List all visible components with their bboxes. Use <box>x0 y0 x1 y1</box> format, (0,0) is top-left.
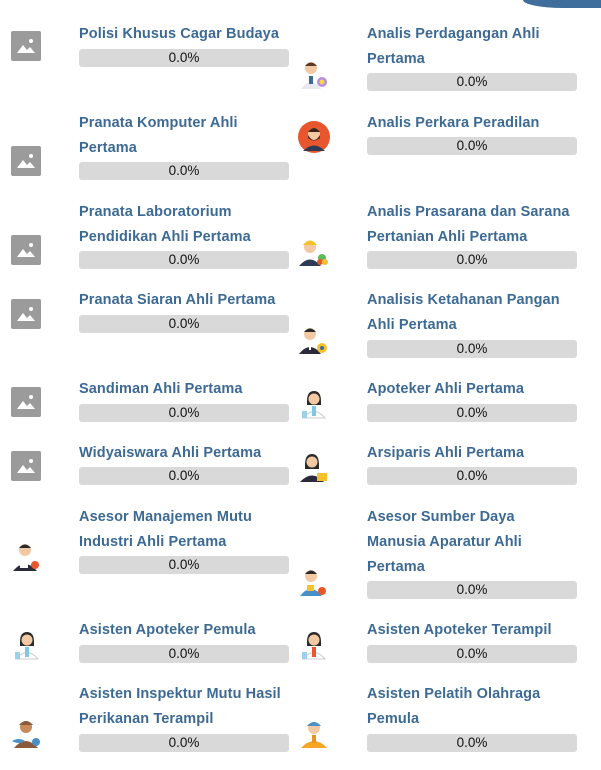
woman-doctor-icon <box>298 387 330 419</box>
course-title[interactable]: Polisi Khusus Cagar Budaya <box>79 26 280 42</box>
image-placeholder-icon <box>11 146 41 176</box>
course-title[interactable]: Sandiman Ahli Pertama <box>79 381 243 397</box>
course-title[interactable]: Asesor Manajemen Mutu Industri Ahli Pertama <box>79 509 252 550</box>
fisherman-icon <box>11 717 43 749</box>
bearded-man-icon <box>298 121 330 153</box>
course-title[interactable]: Asisten Inspektur Mutu Hasil Perikanan Terampil <box>79 686 281 727</box>
course-title[interactable]: Apoteker Ahli Pertama <box>367 381 525 397</box>
progress-bar: 0.0% <box>79 162 289 180</box>
course-title[interactable]: Asisten Apoteker Pemula <box>79 622 256 638</box>
man-worker-icon <box>297 565 329 597</box>
progress-bar: 0.0% <box>79 49 289 67</box>
course-title[interactable]: Asisten Apoteker Terampil <box>367 622 552 638</box>
progress-bar: 0.0% <box>367 404 577 422</box>
course-title[interactable]: Analis Perkara Peradilan <box>367 115 540 131</box>
image-placeholder-icon <box>11 451 41 481</box>
progress-bar: 0.0% <box>367 645 577 663</box>
course-title[interactable]: Widyaiswara Ahli Pertama <box>79 445 262 461</box>
course-title[interactable]: Asisten Pelatih Olahraga Pemula <box>367 686 541 727</box>
progress-bar: 0.0% <box>79 556 289 574</box>
header-accent-shape <box>523 0 601 8</box>
course-title[interactable]: Asesor Sumber Daya Manusia Aparatur Ahli Pertama <box>367 509 522 575</box>
course-title[interactable]: Analis Perdagangan Ahli Pertama <box>367 26 540 67</box>
woman-pharmacist-icon <box>298 628 330 660</box>
progress-bar: 0.0% <box>367 137 577 155</box>
progress-bar: 0.0% <box>79 251 289 269</box>
woman-archivist-icon <box>297 451 329 483</box>
progress-bar: 0.0% <box>79 404 289 422</box>
progress-bar: 0.0% <box>367 251 577 269</box>
progress-bar: 0.0% <box>367 581 577 599</box>
image-placeholder-icon <box>11 299 41 329</box>
progress-bar: 0.0% <box>367 73 577 91</box>
image-placeholder-icon <box>11 31 41 61</box>
progress-bar: 0.0% <box>367 734 577 752</box>
coach-icon <box>298 717 330 749</box>
progress-bar: 0.0% <box>79 645 289 663</box>
course-title[interactable]: Pranata Laboratorium Pendidikan Ahli Pertama <box>79 204 251 245</box>
course-title[interactable]: Pranata Siaran Ahli Pertama <box>79 292 276 308</box>
progress-bar: 0.0% <box>367 340 577 358</box>
woman-pharmacist-icon <box>11 628 43 660</box>
course-title[interactable]: Analisis Ketahanan Pangan Ahli Pertama <box>367 292 560 333</box>
image-placeholder-icon <box>11 235 41 265</box>
businessman-icon <box>297 323 329 355</box>
progress-bar: 0.0% <box>79 315 289 333</box>
course-title[interactable]: Analis Prasarana dan Sarana Pertanian Ahli Pertama <box>367 204 570 245</box>
progress-bar: 0.0% <box>367 467 577 485</box>
man-chemist-icon <box>297 58 329 90</box>
man-assessor-icon <box>11 540 41 572</box>
course-title[interactable]: Arsiparis Ahli Pertama <box>367 445 525 461</box>
progress-bar: 0.0% <box>79 467 289 485</box>
progress-bar: 0.0% <box>79 734 289 752</box>
image-placeholder-icon <box>11 387 41 417</box>
construction-worker-icon <box>297 235 329 267</box>
course-title[interactable]: Pranata Komputer Ahli Pertama <box>79 115 238 156</box>
